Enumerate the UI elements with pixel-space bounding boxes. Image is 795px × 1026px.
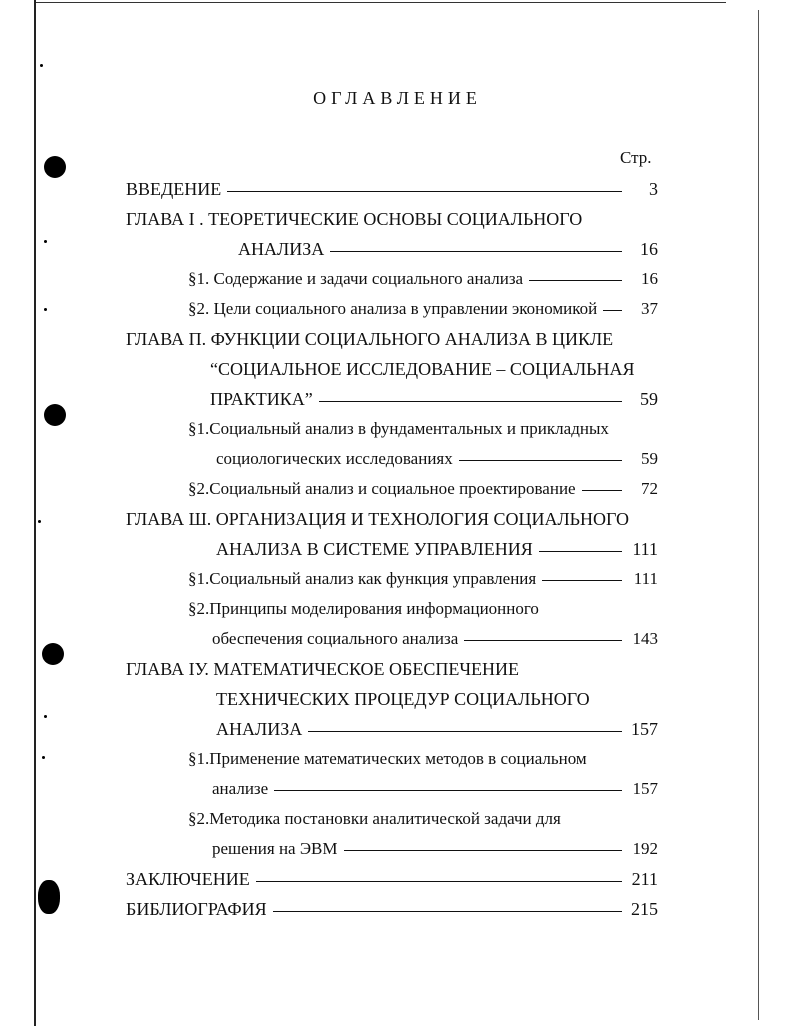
dot-leader — [274, 790, 622, 791]
dot-leader — [529, 280, 622, 281]
toc-section-4-1-title[interactable]: §1.Применение математических методов в социальном — [188, 749, 587, 768]
scan-speck — [44, 308, 47, 311]
toc-section-1-1[interactable]: §1. Содержание и задачи социального анализа 16 — [188, 269, 658, 288]
toc-section-3-2-title[interactable]: §2.Принципы моделирования информационного — [188, 599, 539, 618]
toc-chapter-3[interactable]: АНАЛИЗА В СИСТЕМЕ УПРАВЛЕНИЯ 111 — [216, 539, 658, 559]
toc-chapter-2-title-cont[interactable]: “СОЦИАЛЬНОЕ ИССЛЕДОВАНИЕ – СОЦИАЛЬНАЯ — [210, 359, 635, 379]
dot-leader — [256, 881, 622, 882]
punch-hole — [44, 156, 66, 178]
punch-hole — [38, 880, 60, 914]
dot-leader — [582, 490, 622, 491]
toc-section-3-2[interactable]: обеспечения социального анализа 143 — [212, 629, 658, 648]
dot-leader — [308, 731, 622, 732]
dot-leader — [603, 310, 622, 311]
toc-chapter-4[interactable]: АНАЛИЗА 157 — [216, 719, 658, 739]
toc-chapter-4-title-cont[interactable]: ТЕХНИЧЕСКИХ ПРОЦЕДУР СОЦИАЛЬНОГО — [216, 689, 590, 709]
scan-speck — [38, 520, 41, 523]
toc-entry-conclusion[interactable]: ЗАКЛЮЧЕНИЕ 211 — [126, 869, 658, 889]
scan-speck — [44, 715, 47, 718]
dot-leader — [542, 580, 622, 581]
dot-leader — [227, 191, 622, 192]
toc-entry-introduction[interactable]: ВВЕДЕНИЕ 3 — [126, 179, 658, 199]
toc-section-4-1[interactable]: анализе 157 — [212, 779, 658, 798]
toc-section-2-1-title[interactable]: §1.Социальный анализ в фундаментальных и прикладных — [188, 419, 609, 438]
toc-section-2-1[interactable]: социологических исследованиях 59 — [216, 449, 658, 468]
dot-leader — [464, 640, 622, 641]
toc-chapter-3-title[interactable]: ГЛАВА Ш. ОРГАНИЗАЦИЯ И ТЕХНОЛОГИЯ СОЦИАЛЬНОГО — [126, 509, 629, 529]
toc-chapter-2-title[interactable]: ГЛАВА П. ФУНКЦИИ СОЦИАЛЬНОГО АНАЛИЗА В ЦИКЛЕ — [126, 329, 614, 349]
toc-section-4-2[interactable]: решения на ЭВМ 192 — [212, 839, 658, 858]
scan-right-edge — [758, 10, 759, 1020]
toc-chapter-2[interactable]: ПРАКТИКА” 59 — [210, 389, 658, 409]
toc-chapter-1[interactable]: АНАЛИЗА 16 — [238, 239, 658, 259]
dot-leader — [459, 460, 622, 461]
toc-title: ОГЛАВЛЕНИЕ — [313, 88, 482, 108]
toc-section-4-2-title[interactable]: §2.Методика постановки аналитической задачи для — [188, 809, 561, 828]
toc-section-3-1[interactable]: §1.Социальный анализ как функция управления 111 — [188, 569, 658, 588]
scan-speck — [42, 756, 45, 759]
toc-section-2-2[interactable]: §2.Социальный анализ и социальное проектирование 72 — [188, 479, 658, 498]
scan-left-edge — [34, 0, 36, 1026]
page-column-label: Стр. — [620, 148, 652, 167]
scan-speck — [44, 240, 47, 243]
toc-entry-bibliography[interactable]: БИБЛИОГРАФИЯ 215 — [126, 899, 658, 919]
scan-speck — [40, 64, 43, 67]
punch-hole — [42, 643, 64, 665]
toc-chapter-1-title[interactable]: ГЛАВА I . ТЕОРЕТИЧЕСКИЕ ОСНОВЫ СОЦИАЛЬНОГО — [126, 209, 583, 229]
toc-chapter-4-title[interactable]: ГЛАВА IУ. МАТЕМАТИЧЕСКОЕ ОБЕСПЕЧЕНИЕ — [126, 659, 520, 679]
scan-top-edge — [36, 2, 726, 3]
dot-leader — [319, 401, 622, 402]
toc-section-1-2[interactable]: §2. Цели социального анализа в управлении экономикой 37 — [188, 299, 658, 318]
dot-leader — [330, 251, 622, 252]
dot-leader — [273, 911, 622, 912]
punch-hole — [44, 404, 66, 426]
dot-leader — [344, 850, 622, 851]
dot-leader — [539, 551, 622, 552]
